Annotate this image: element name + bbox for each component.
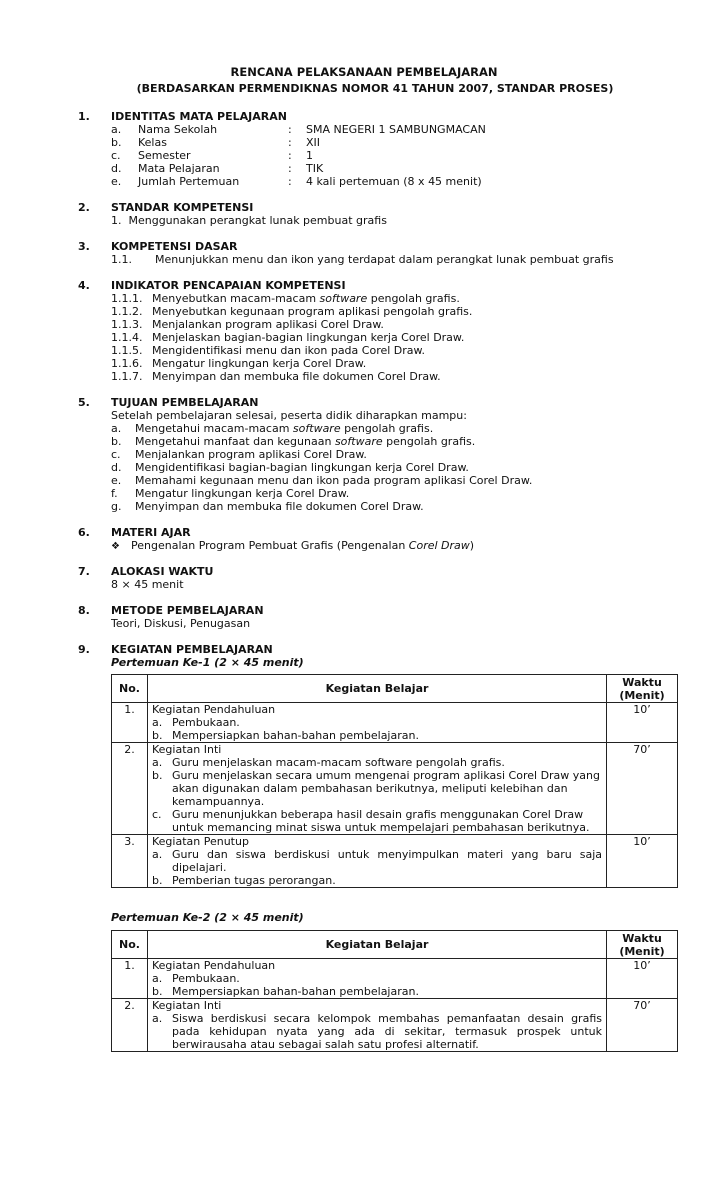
duration-cell: 10’	[607, 703, 678, 743]
table-header-row	[112, 931, 678, 959]
document-subtitle: (BERDASARKAN PERMENDIKNAS NOMOR 41 TAHUN 2007, STANDAR PROSES)	[136, 82, 614, 95]
activity-cell: Kegiatan Penutup a. Guru dan siswa berdiskusi untuk menyimpulkan materi yang baru saja dipelajari. b. Pemberian tugas perorangan.	[148, 835, 607, 888]
indicator-item: 1.1.4. Menjelaskan bagian-bagian lingkungan kerja Corel Draw.	[111, 331, 465, 344]
time-allocation: 8 × 45 menit	[111, 578, 184, 591]
objective-item: a. Mengetahui macam-macam software pengolah grafis.	[111, 422, 434, 435]
table-row: 3. Kegiatan Penutup a. Guru dan siswa berdiskusi untuk menyimpulkan materi yang baru saja dipelajari. b. Pemberian tugas perorangan. 10’	[112, 835, 678, 888]
indicator-item: 1.1.6. Mengatur lingkungan kerja Corel Draw.	[111, 357, 367, 370]
duration-cell: 70’	[607, 999, 678, 1052]
section-heading: KOMPETENSI DASAR	[111, 240, 238, 253]
table-row: 1. Kegiatan Pendahuluan a. Pembukaan. b. Mempersiapkan bahan-bahan pembelajaran. 10’	[112, 703, 678, 743]
section-heading: METODE PEMBELAJARAN	[111, 604, 264, 617]
activity-table	[111, 930, 678, 1052]
duration-cell: 70’	[607, 743, 678, 835]
activity-table	[111, 674, 678, 888]
column-header-no: No.	[112, 675, 148, 703]
section-heading: INDIKATOR PENCAPAIAN KOMPETENSI	[111, 279, 346, 292]
activity-cell: Kegiatan Pendahuluan a. Pembukaan. b. Mempersiapkan bahan-bahan pembelajaran.	[148, 959, 607, 999]
section-number: 5.	[78, 396, 90, 409]
section-number: 9.	[78, 643, 90, 656]
column-header-kegiatan: Kegiatan Belajar	[148, 931, 607, 959]
column-header-no: No.	[112, 931, 148, 959]
objective-item: e. Memahami kegunaan menu dan ikon pada program aplikasi Corel Draw.	[111, 474, 533, 487]
material-item: ❖ Pengenalan Program Pembuat Grafis (Pengenalan Corel Draw)	[111, 539, 475, 552]
indicator-item: 1.1.7. Menyimpan dan membuka file dokumen Corel Draw.	[111, 370, 441, 383]
objective-item: g. Menyimpan dan membuka file dokumen Corel Draw.	[111, 500, 424, 513]
section-heading: ALOKASI WAKTU	[111, 565, 214, 578]
activity-cell: Kegiatan Inti a. Siswa berdiskusi secara kelompok membahas pemanfaatan desain grafis pada kehidupan nyata yang ada di sekitar, termasuk prospek untuk berwirausaha atau sebagai salah satu profesi alternatif.	[148, 999, 607, 1052]
table-row: 2. Kegiatan Inti a. Siswa berdiskusi secara kelompok membahas pemanfaatan desain grafis pada kehidupan nyata yang ada di sekitar, termasuk prospek untuk berwirausaha atau sebagai salah satu profesi alternatif. 70’	[112, 999, 678, 1052]
identity-row: b. Kelas : XII	[111, 136, 321, 149]
indicator-item: 1.1.5. Mengidentifikasi menu dan ikon pada Corel Draw.	[111, 344, 426, 357]
objective-item: b. Mengetahui manfaat dan kegunaan software pengolah grafis.	[111, 435, 476, 448]
competency-item: 1. Menggunakan perangkat lunak pembuat grafis	[111, 214, 387, 227]
objective-item: d. Mengidentifikasi bagian-bagian lingkungan kerja Corel Draw.	[111, 461, 469, 474]
column-header-kegiatan: Kegiatan Belajar	[148, 675, 607, 703]
column-header-waktu: Waktu (Menit)	[607, 675, 678, 703]
section-number: 8.	[78, 604, 90, 617]
identity-row: d. Mata Pelajaran : TIK	[111, 162, 324, 175]
table-row: 1. Kegiatan Pendahuluan a. Pembukaan. b. Mempersiapkan bahan-bahan pembelajaran. 10’	[112, 959, 678, 999]
section-number: 6.	[78, 526, 90, 539]
activity-cell: Kegiatan Pendahuluan a. Pembukaan. b. Mempersiapkan bahan-bahan pembelajaran.	[148, 703, 607, 743]
diamond-bullet-icon: ❖	[111, 541, 120, 552]
objective-item: f. Mengatur lingkungan kerja Corel Draw.	[111, 487, 350, 500]
section-heading: STANDAR KOMPETENSI	[111, 201, 254, 214]
meeting-title: Pertemuan Ke-1 (2 × 45 menit)	[111, 656, 304, 669]
table-header-row	[112, 675, 678, 703]
indicator-item: 1.1.2. Menyebutkan kegunaan program aplikasi pengolah grafis.	[111, 305, 473, 318]
section-number: 3.	[78, 240, 90, 253]
document-title: RENCANA PELAKSANAAN PEMBELAJARAN	[230, 65, 498, 79]
identity-row: e. Jumlah Pertemuan : 4 kali pertemuan (8 x 45 menit)	[111, 175, 482, 188]
section-heading: IDENTITAS MATA PELAJARAN	[111, 110, 287, 123]
competency-item: 1.1. Menunjukkan menu dan ikon yang terdapat dalam perangkat lunak pembuat grafis	[111, 253, 614, 266]
identity-row: a. Nama Sekolah : SMA NEGERI 1 SAMBUNGMACAN	[111, 123, 486, 136]
section-number: 2.	[78, 201, 90, 214]
method-text: Teori, Diskusi, Penugasan	[111, 617, 251, 630]
section-heading: KEGIATAN PEMBELAJARAN	[111, 643, 273, 656]
column-header-waktu: Waktu (Menit)	[607, 931, 678, 959]
indicator-item: 1.1.1. Menyebutkan macam-macam software pengolah grafis.	[111, 292, 460, 305]
meeting-title: Pertemuan Ke-2 (2 × 45 menit)	[111, 911, 304, 924]
indicator-item: 1.1.3. Menjalankan program aplikasi Corel Draw.	[111, 318, 384, 331]
activity-cell: Kegiatan Inti a. Guru menjelaskan macam-macam software pengolah grafis. b. Guru menjelaskan secara umum mengenai program aplikasi Corel Draw yang akan digunakan dalam pembahasan berikutnya, meliputi kelebihan dan kemampuannya. c. Guru menunjukkan beberapa hasil desain grafis menggunakan Corel Draw untuk memancing minat siswa untuk mempelajari pembahasan berikutnya.	[148, 743, 607, 835]
section-number: 1.	[78, 110, 90, 123]
section-heading: TUJUAN PEMBELAJARAN	[111, 396, 259, 409]
section-intro: Setelah pembelajaran selesai, peserta didik diharapkan mampu:	[111, 409, 467, 422]
identity-row: c. Semester : 1	[111, 149, 313, 162]
section-heading: MATERI AJAR	[111, 526, 191, 539]
table-row: 2. Kegiatan Inti a. Guru menjelaskan macam-macam software pengolah grafis. b. Guru menjelaskan secara umum mengenai program aplikasi Corel Draw yang akan digunakan dalam pembahasan berikutnya, meliputi kelebihan dan kemampuannya. c. Guru menunjukkan beberapa hasil desain grafis menggunakan Corel Draw untuk memancing minat siswa untuk mempelajari pembahasan berikutnya. 70’	[112, 743, 678, 835]
objective-item: c. Menjalankan program aplikasi Corel Draw.	[111, 448, 367, 461]
duration-cell: 10’	[607, 835, 678, 888]
duration-cell: 10’	[607, 959, 678, 999]
section-number: 4.	[78, 279, 90, 292]
section-number: 7.	[78, 565, 90, 578]
